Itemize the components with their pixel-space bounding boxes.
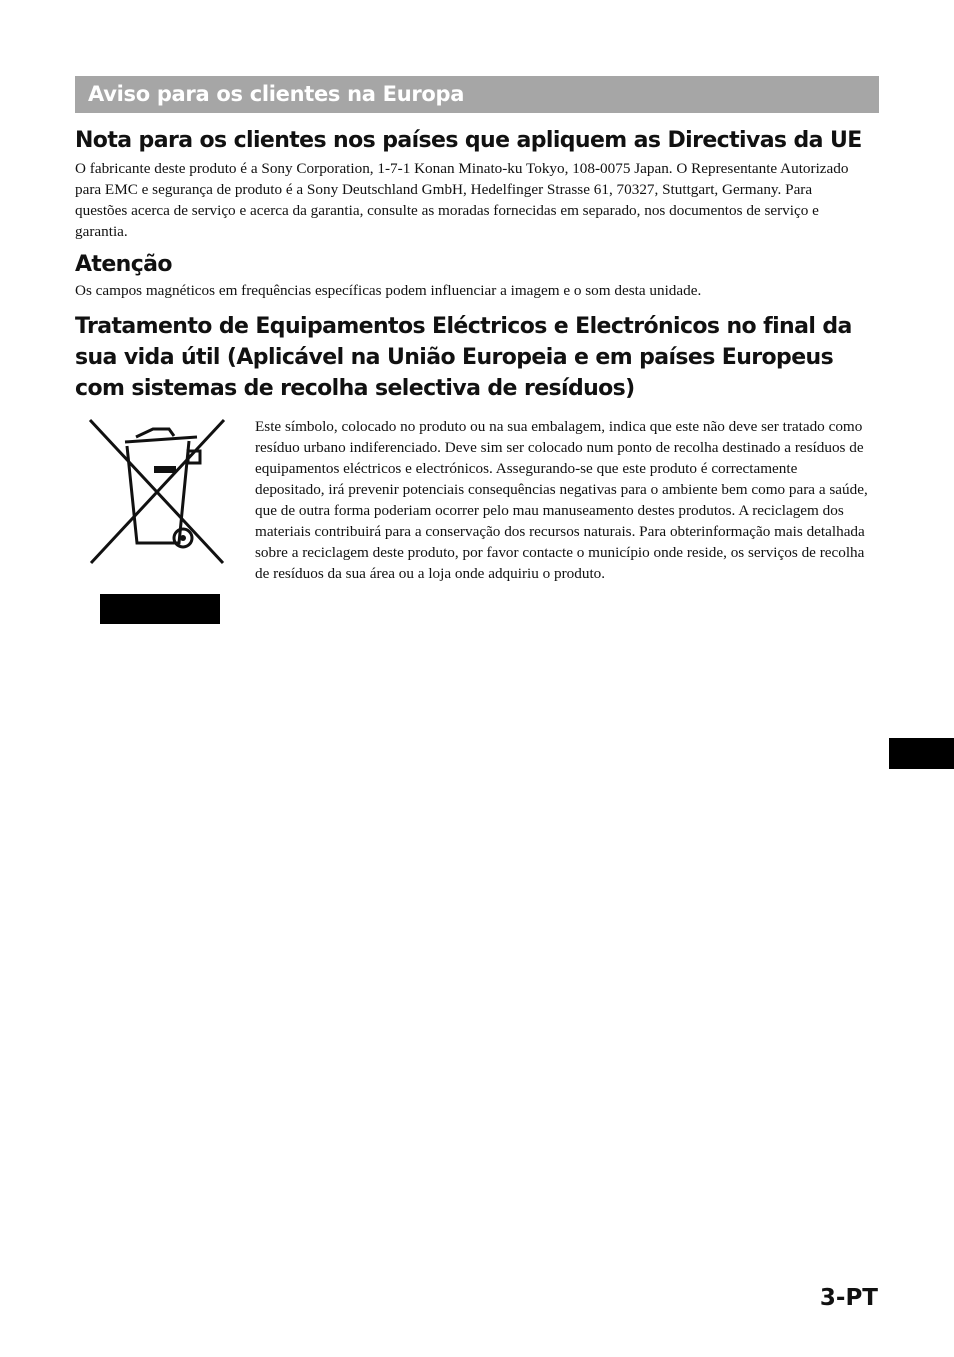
atencao-text: Os campos magnéticos em frequências específicas podem influenciar a imagem e o som desta unidade. — [75, 282, 702, 299]
weee-text: Este símbolo, colocado no produto ou na sua embalagem, indica que este não deve ser tratado como resíduo urbano indiferenciado. Deve sim ser colocado num ponto de recolha destinado a resíduos de equipamentos eléctricos e electrónicos. Assegurando-se que este produto é correctamente depositado, irá prevenir potenciais consequências negativas para o ambiente bem como para a saúde, que de outra forma poderiam ocorrer pelo mau manuseamento destes produtos. A reciclagem dos materiais contribuirá para a conservação dos recursos naturais. Para obterinformação mais detalhada sobre a reciclagem deste produto, por favor contacte o município onde reside, os serviços de recolha de resíduos da sua área ou a loja onde adquiriu o produto. — [255, 418, 868, 582]
atencao-heading: Atenção — [75, 252, 172, 277]
weee-black-bar — [100, 594, 220, 624]
ue-directives-heading: Nota para os clientes nos países que apliquem as Directivas da UE — [75, 128, 862, 153]
page-number: 3-PT — [819, 1285, 878, 1311]
crossed-out-wheelie-bin-icon — [87, 415, 229, 567]
section-banner: Aviso para os clientes na Europa — [75, 76, 879, 113]
language-side-tab — [889, 738, 954, 769]
ue-directives-text: O fabricante deste produto é a Sony Corporation, 1-7-1 Konan Minato-ku Tokyo, 108-0075 Japan. O Representante Autorizado para EMC e segurança de produto é a Sony Deutschland GmbH, Hedelfinger Strasse 61, 70327, Stuttgart, Germany. Para questões acerca de serviço e acerca da garantia, consulte as moradas fornecidas em separado, nos documentos de serviço e garantia. — [75, 160, 849, 240]
weee-heading: Tratamento de Equipamentos Eléctricos e Electrónicos no final da sua vida útil (Aplicável na União Europeia e em países Europeus com sistemas de recolha selectiva de resíduos) — [75, 314, 852, 401]
